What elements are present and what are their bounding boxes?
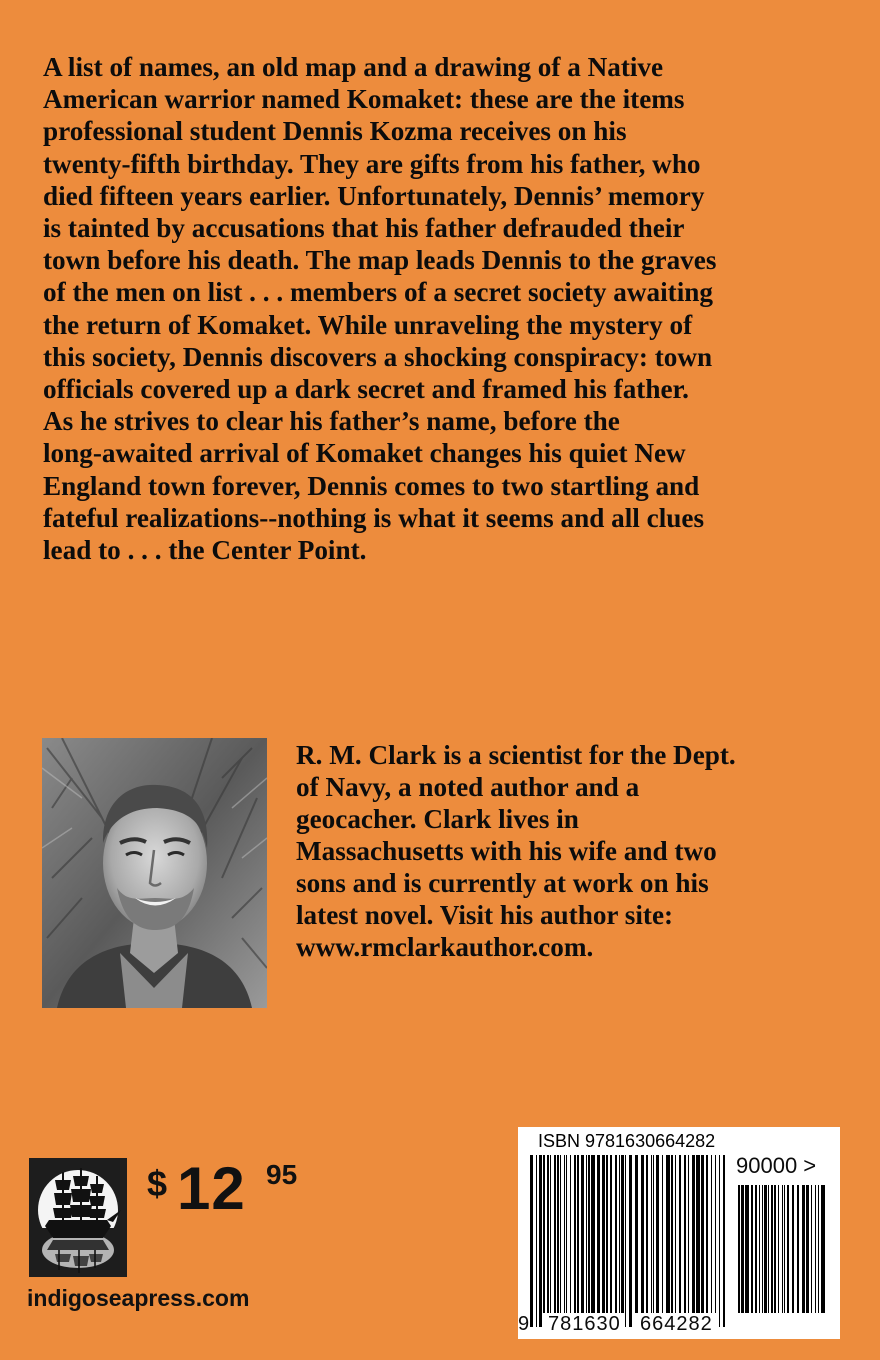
- barcode-bar: [792, 1185, 794, 1313]
- barcode-bar: [755, 1185, 757, 1313]
- author-portrait-icon: [42, 738, 267, 1008]
- back-cover-blurb: [43, 51, 863, 566]
- addon-barcode-bars: [736, 1185, 828, 1327]
- author-photo: [42, 738, 267, 1008]
- barcode-bar: [606, 1155, 608, 1313]
- barcode-bar: [759, 1185, 760, 1313]
- isbn-barcode: [518, 1127, 840, 1339]
- bio-line: R. M. Clark is a scientist for the Dept.: [296, 740, 736, 770]
- barcode-bar: [554, 1155, 556, 1313]
- barcode-bar: [671, 1155, 673, 1313]
- barcode-bar: [577, 1155, 579, 1313]
- barcode-bar: [771, 1185, 773, 1313]
- barcode-bar: [811, 1185, 812, 1313]
- barcode-bar: [530, 1155, 533, 1327]
- barcode-bar: [557, 1155, 559, 1313]
- blurb-line: this society, Dennis discovers a shocking conspiracy: town: [43, 341, 713, 372]
- barcode-bar: [745, 1185, 749, 1313]
- barcode-bar: [711, 1155, 712, 1313]
- barcode-bar: [675, 1155, 676, 1313]
- barcode-bars: [528, 1155, 728, 1327]
- barcode-bar: [666, 1155, 670, 1313]
- barcode-bar: [768, 1185, 769, 1313]
- blurb-line: fateful realizations--nothing is what it seems and all clues: [43, 502, 705, 533]
- barcode-bar: [641, 1155, 644, 1313]
- blurb-line: long-awaited arrival of Komaket changes his quiet New: [43, 438, 686, 469]
- barcode-bar: [646, 1155, 648, 1313]
- barcode-bar: [784, 1185, 785, 1313]
- author-website-link[interactable]: www.rmclarkauthor.com.: [296, 932, 594, 962]
- ship-logo-icon: [29, 1158, 127, 1277]
- price: [147, 1157, 347, 1227]
- blurb-line: American warrior named Komaket: these are the items: [43, 84, 685, 115]
- barcode-bar: [764, 1185, 767, 1313]
- barcode-bar: [564, 1155, 565, 1313]
- blurb-line: England town forever, Dennis comes to two startling and: [43, 470, 700, 501]
- barcode-bar: [806, 1185, 809, 1313]
- barcode-bar: [802, 1185, 805, 1313]
- blurb-line: lead to . . . the Center Point.: [43, 535, 367, 566]
- bio-line: latest novel. Visit his author site:: [296, 900, 674, 930]
- barcode-bar: [651, 1155, 652, 1313]
- barcode-bar: [778, 1185, 779, 1313]
- barcode-bar: [547, 1155, 549, 1313]
- bio-line: geocacher. Clark lives in: [296, 804, 579, 834]
- barcode-bar: [550, 1155, 551, 1313]
- blurb-line: twenty-fifth birthday. They are gifts from his father, who: [43, 148, 701, 179]
- barcode-bar: [656, 1155, 659, 1313]
- barcode-bar: [602, 1155, 605, 1313]
- barcode-bar: [797, 1185, 799, 1313]
- barcode-bar: [560, 1155, 561, 1313]
- barcode-bar: [782, 1185, 783, 1313]
- barcode-bar: [597, 1155, 600, 1313]
- blurb-line: professional student Dennis Kozma receives on his: [43, 116, 627, 147]
- price-currency: $: [147, 1163, 168, 1204]
- barcode-bar: [701, 1155, 704, 1313]
- barcode-bar: [706, 1155, 708, 1313]
- bio-line: sons and is currently at work on his: [296, 868, 709, 898]
- isbn-label: ISBN 9781630664282: [538, 1131, 716, 1151]
- barcode-bar: [536, 1155, 537, 1327]
- blurb-line: died fifteen years earlier. Unfortunately, Dennis’ memory: [43, 180, 705, 211]
- barcode-bar: [818, 1185, 819, 1313]
- barcode-bar: [741, 1185, 744, 1313]
- barcode-bar: [751, 1185, 753, 1313]
- barcode-bar: [629, 1155, 632, 1327]
- barcode-bar: [615, 1155, 617, 1313]
- barcode-digits-left: 781630: [548, 1313, 621, 1335]
- blurb-line: the return of Komaket. While unraveling the mystery of: [43, 309, 693, 340]
- barcode-digit-first: 9: [518, 1313, 531, 1335]
- barcode-bar: [738, 1185, 740, 1313]
- publisher-website-link[interactable]: indigoseapress.com: [27, 1285, 250, 1311]
- barcode-bar: [684, 1155, 686, 1313]
- barcode-bar: [787, 1185, 789, 1313]
- barcode-bar: [581, 1155, 584, 1313]
- barcode-bar: [566, 1155, 567, 1313]
- barcode-bar: [679, 1155, 681, 1313]
- barcode-bar: [762, 1185, 763, 1313]
- barcode-bar: [774, 1185, 776, 1313]
- barcode-bar: [692, 1155, 695, 1313]
- barcode-bar: [539, 1155, 542, 1327]
- barcode-bar: [821, 1185, 825, 1313]
- barcode-bar: [625, 1155, 626, 1327]
- barcode-bar: [815, 1185, 816, 1313]
- publisher-logo: [29, 1158, 127, 1277]
- author-bio: [296, 739, 856, 963]
- barcode-bar: [653, 1155, 654, 1313]
- barcode-bar: [662, 1155, 663, 1313]
- barcode-bar: [543, 1155, 545, 1313]
- blurb-line: As he strives to clear his father’s name, before the: [43, 406, 620, 437]
- addon-code: 90000 >: [736, 1153, 817, 1178]
- barcode-bar: [574, 1155, 576, 1313]
- barcode-bar: [696, 1155, 700, 1313]
- barcode-bar: [591, 1155, 595, 1313]
- blurb-line: town before his death. The map leads Dennis to the graves: [43, 245, 717, 276]
- price-dollars: 12: [177, 1155, 246, 1222]
- barcode-bar: [570, 1155, 571, 1313]
- barcode-bar: [635, 1155, 638, 1313]
- blurb-line: of the men on list . . . members of a secret society awaiting: [43, 277, 713, 308]
- barcode-bar: [610, 1155, 612, 1313]
- barcode-bar: [719, 1155, 720, 1327]
- barcode-bar: [621, 1155, 624, 1313]
- barcode-bar: [723, 1155, 725, 1327]
- blurb-line: A list of names, an old map and a drawing of a Native: [43, 52, 664, 82]
- price-cents: 95: [266, 1159, 298, 1190]
- bio-line: Massachusetts with his wife and two: [296, 836, 717, 866]
- barcode-digits-right: 664282: [640, 1313, 713, 1335]
- barcode-bar: [619, 1155, 620, 1313]
- barcode-bar: [588, 1155, 590, 1313]
- blurb-line: is tainted by accusations that his father defrauded their: [43, 213, 685, 244]
- barcode-bar: [688, 1155, 689, 1313]
- blurb-line: officials covered up a dark secret and framed his father.: [43, 374, 689, 405]
- bio-line: of Navy, a noted author and a: [296, 772, 640, 802]
- barcode-bar: [586, 1155, 587, 1313]
- barcode-bar: [715, 1155, 716, 1313]
